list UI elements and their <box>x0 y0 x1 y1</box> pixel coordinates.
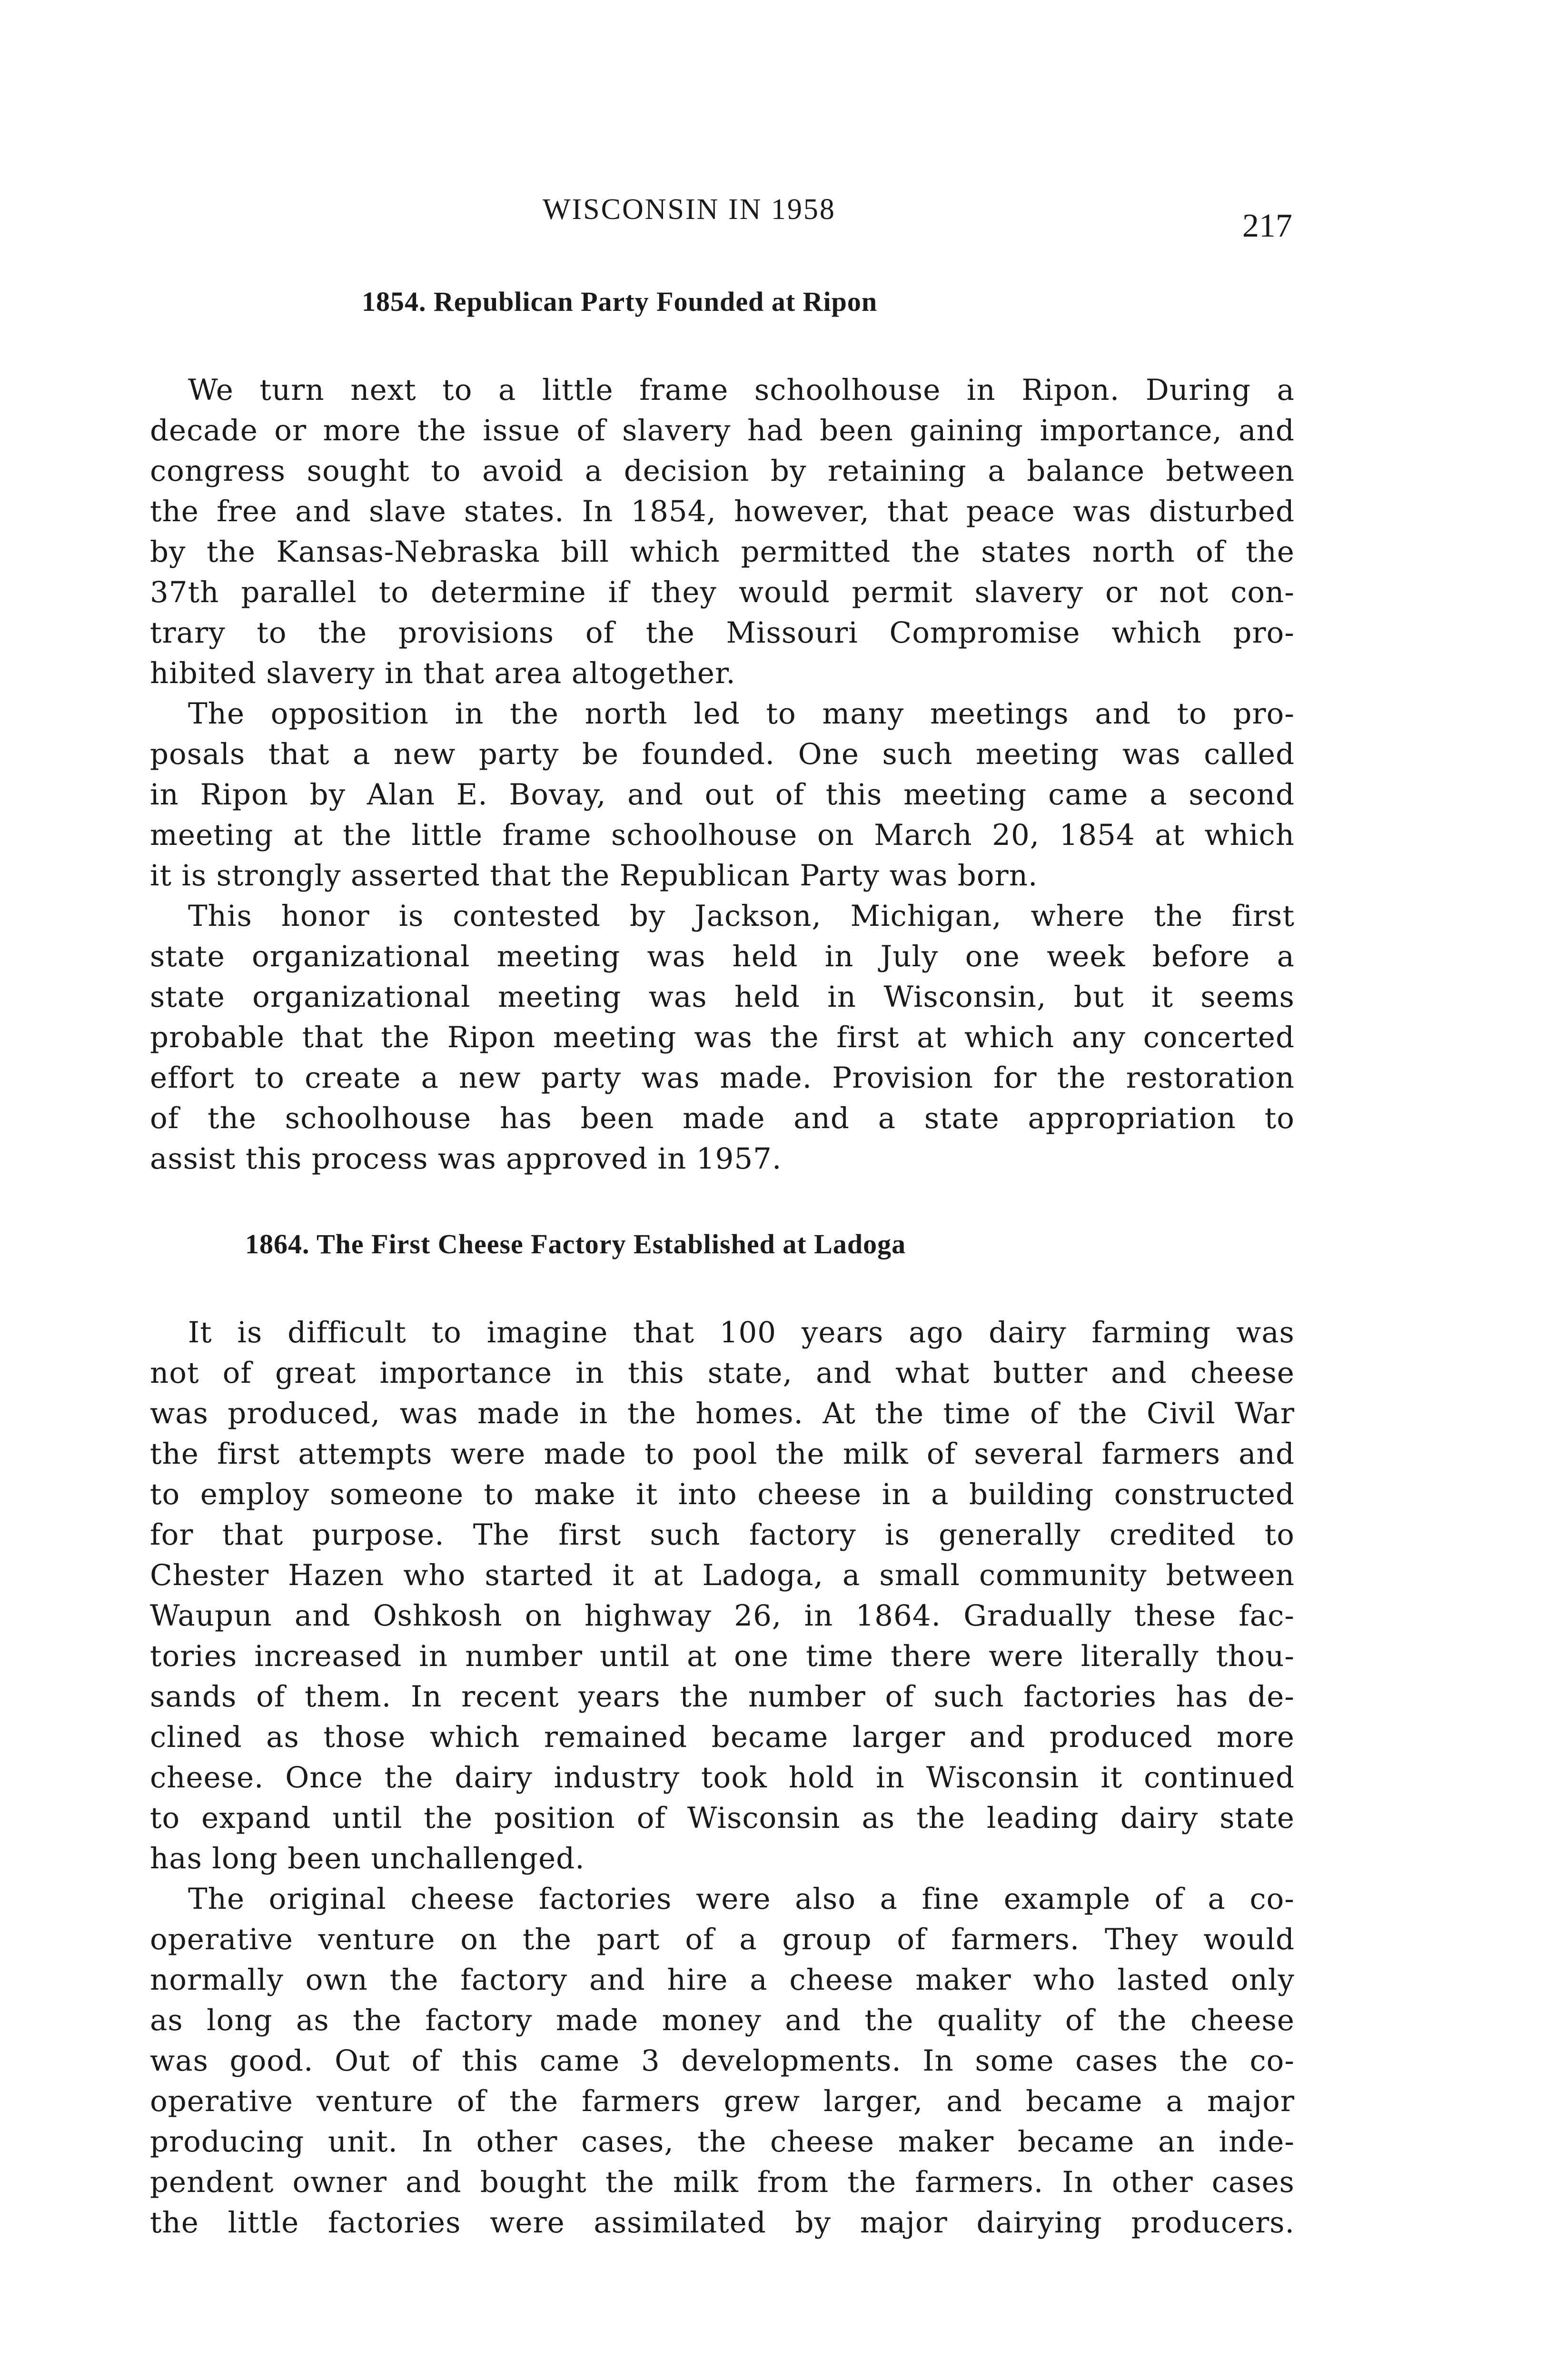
paragraph-line: The original cheese factories were also a fine example of a co- <box>188 1882 1295 1916</box>
paragraph-line: decade or more the issue of slavery had been gaining importance, and <box>150 414 1295 447</box>
paragraph-line: meeting at the little frame schoolhouse on March 20, 1854 at which <box>150 818 1295 852</box>
paragraph-line: state organizational meeting was held in July one week before a <box>150 940 1295 973</box>
paragraph-line: the first attempts were made to pool the milk of several farmers and <box>150 1437 1295 1471</box>
paragraph-line: assist this process was approved in 1957. <box>150 1142 782 1176</box>
paragraph-line: to expand until the position of Wisconsin as the leading dairy state <box>150 1801 1295 1835</box>
paragraph-line: it is strongly asserted that the Republican Party was born. <box>150 859 1038 892</box>
paragraph-line: the little factories were assimilated by major dairying producers. <box>150 2206 1295 2240</box>
paragraph-line: tories increased in number until at one time there were literally thou- <box>150 1639 1295 1673</box>
paragraph-line: Waupun and Oshkosh on highway 26, in 1864. Gradually these fac- <box>150 1599 1295 1633</box>
paragraph-line: of the schoolhouse has been made and a state appropriation to <box>150 1101 1295 1135</box>
paragraph-line: sands of them. In recent years the number of such factories has de- <box>150 1680 1295 1714</box>
paragraph-line: not of great importance in this state, and what butter and cheese <box>150 1356 1295 1390</box>
paragraph-line: in Ripon by Alan E. Bovay, and out of this meeting came a second <box>150 778 1295 812</box>
paragraph-line: cheese. Once the dairy industry took hold in Wisconsin it continued <box>150 1761 1295 1795</box>
paragraph-line: normally own the factory and hire a cheese maker who lasted only <box>150 1963 1295 1997</box>
paragraph-line: trary to the provisions of the Missouri Compromise which pro- <box>150 616 1295 650</box>
paragraph-line: was good. Out of this came 3 developments. In some cases the co- <box>150 2044 1295 2078</box>
section-heading-cheese-factory: 1864. The First Cheese Factory Established at Ladoga <box>245 1229 906 1259</box>
paragraph-line: This honor is contested by Jackson, Michigan, where the first <box>188 899 1295 933</box>
paragraph-line: pendent owner and bought the milk from the farmers. In other cases <box>150 2165 1295 2199</box>
paragraph-line: Chester Hazen who started it at Ladoga, a small community between <box>150 1558 1295 1592</box>
paragraph-line: was produced, was made in the homes. At the time of the Civil War <box>150 1397 1295 1430</box>
paragraph-line: clined as those which remained became larger and produced more <box>150 1720 1295 1754</box>
paragraph-line: hibited slavery in that area altogether. <box>150 656 736 690</box>
paragraph-line: as long as the factory made money and the quality of the cheese <box>150 2003 1295 2037</box>
paragraph-line: to employ someone to make it into cheese in a building constructed <box>150 1478 1295 1511</box>
paragraph-line: The opposition in the north led to many meetings and to pro- <box>188 697 1295 731</box>
paragraph-line: operative venture on the part of a group of farmers. They would <box>150 1923 1295 1956</box>
paragraph-line: effort to create a new party was made. Provision for the restoration <box>150 1061 1295 1095</box>
paragraph-line: by the Kansas-Nebraska bill which permitted the states north of the <box>150 535 1295 569</box>
paragraph-line: It is difficult to imagine that 100 years ago dairy farming was <box>188 1316 1295 1349</box>
page-number: 217 <box>1242 208 1292 244</box>
paragraph-line: the free and slave states. In 1854, however, that peace was disturbed <box>150 495 1295 528</box>
section-heading-republican-party: 1854. Republican Party Founded at Ripon <box>362 286 878 317</box>
paragraph-line: operative venture of the farmers grew larger, and became a major <box>150 2084 1295 2118</box>
paragraph-line: congress sought to avoid a decision by retaining a balance between <box>150 454 1295 488</box>
paragraph-line: producing unit. In other cases, the cheese maker became an inde- <box>150 2125 1295 2159</box>
paragraph-line: has long been unchallenged. <box>150 1842 585 1875</box>
running-header-title: WISCONSIN IN 1958 <box>543 193 836 226</box>
paragraph-line: probable that the Ripon meeting was the first at which any concerted <box>150 1021 1295 1054</box>
paragraph-line: 37th parallel to determine if they would permit slavery or not con- <box>150 575 1295 609</box>
paragraph-line: posals that a new party be founded. One such meeting was called <box>150 737 1295 771</box>
paragraph-line: state organizational meeting was held in Wisconsin, but it seems <box>150 980 1295 1014</box>
paragraph-line: for that purpose. The first such factory is generally credited to <box>150 1518 1295 1552</box>
paragraph-line: We turn next to a little frame schoolhouse in Ripon. During a <box>188 373 1295 407</box>
